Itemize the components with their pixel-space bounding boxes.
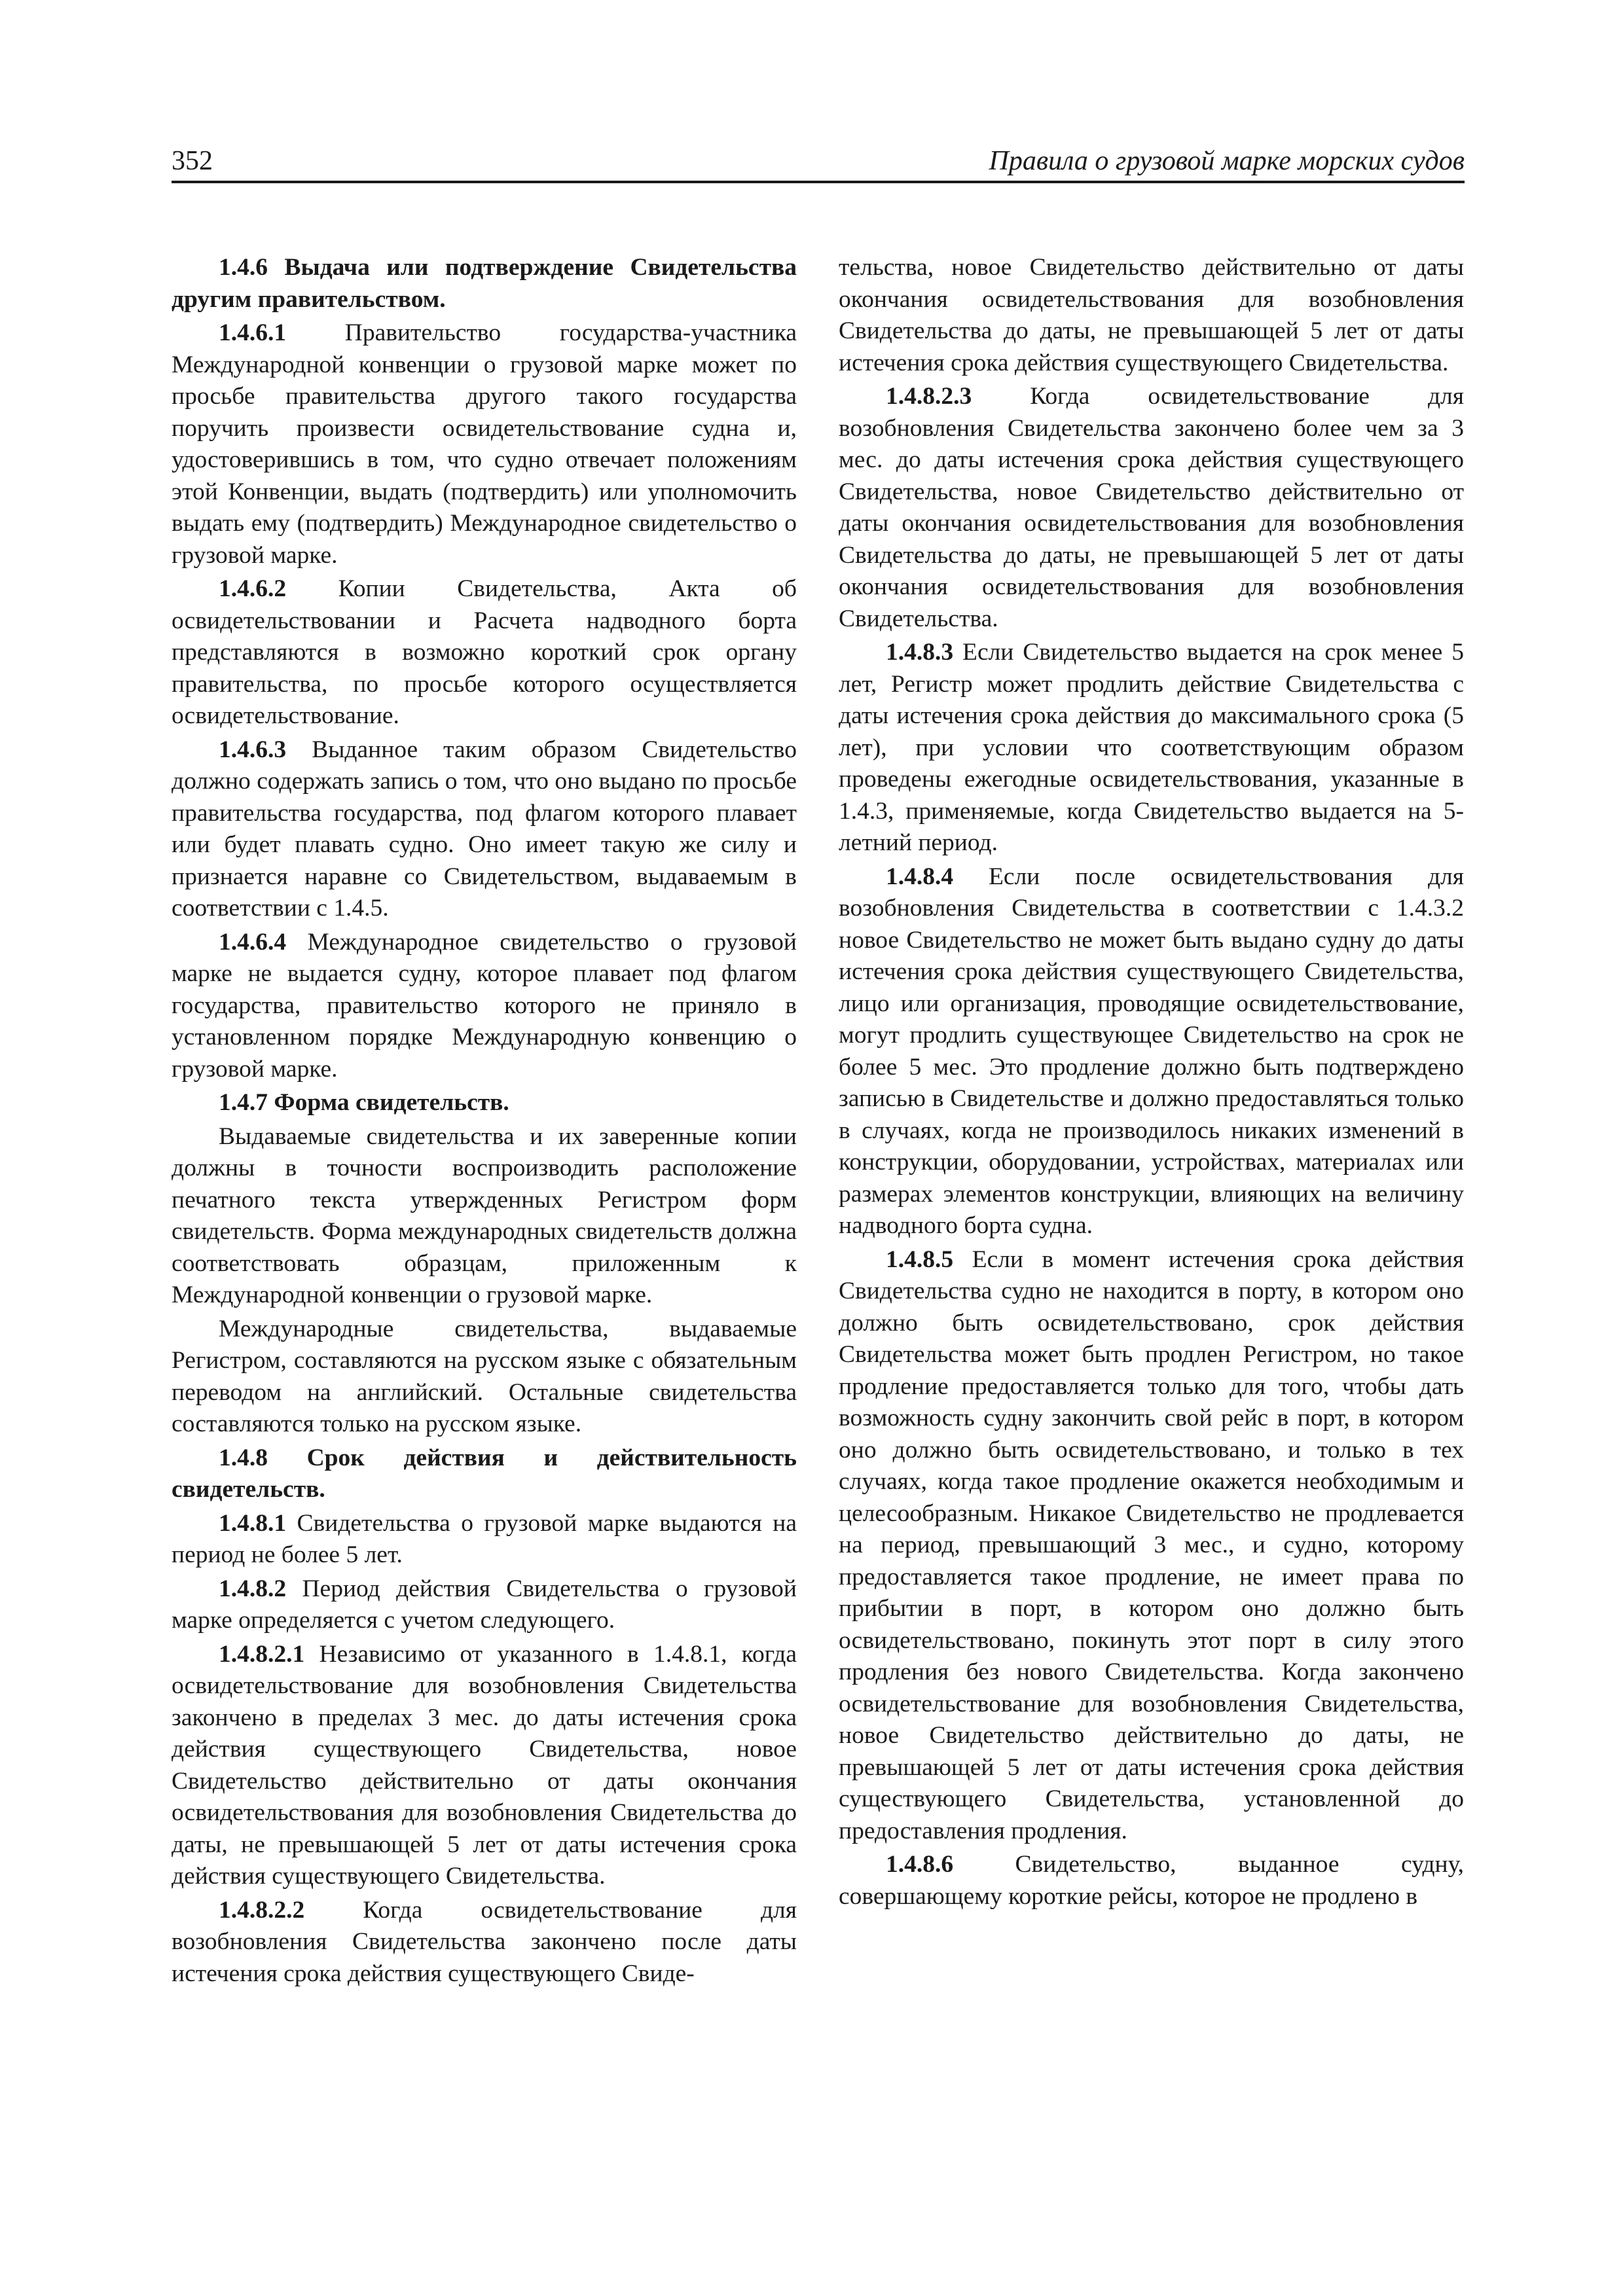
paragraph-text: Если в момент истечения срока действия Свидетельства судно не находится в порту, в котором оно должно быть освидетельствовано, срок действия Свидетельства может быть продлен Регистром, но такое продление предоставляется только для того, чтобы дать возможность судну закончить свой рейс в порт, в котором оно должно быть освидетельствовано, и только в тех случаях, когда такое продление окажется необходимым и целесообразным. Никакое Свидетельство не продлевается на период, превышающий 3 мес., и судно, которому предоставляется такое продление, не имеет права по прибытии в порт, в котором оно должно быть освидетельствовано, покинуть этот порт в силу этого продления без нового Свидетельства. Когда закончено освидетельствование для возобновления Свидетельства, новое Свидетельство действительно до даты, не превышающей 5 лет от даты истечения срока действия существующего Свидетельства, установленной до предоставления продления. xyxy=(839,1246,1464,1844)
paragraph-text: Если Свидетельство выдается на срок менее 5 лет, Регистр может продлить действие Свидетельства с даты истечения срока действия до максимального срока (5 лет), при условии что соответствующим образом проведены ежегодные освидетельствования, указанные в 1.4.3, применяемые, когда Свидетельство выдается на 5-летний период. xyxy=(839,639,1464,856)
paragraph-text: Независимо от указанного в 1.4.8.1, когда освидетельствование для возобновления Свидетельства закончено в пределах 3 мес. до даты истечения срока действия существующего Свидетельства, новое Свидетельство действительно от даты окончания освидетельствования для возобновления Свидетельства до даты, не превышающей 5 лет от даты истечения срока действия существующего Свидетельства. xyxy=(172,1640,797,1890)
paragraph xyxy=(839,637,1464,859)
section-heading: 1.4.6 Выдача или подтверждение Свидетельства другим правительством. xyxy=(172,254,797,313)
paragraph xyxy=(172,1314,797,1441)
paragraph-text: Копии Свидетельства, Акта об освидетельствовании и Расчета надводного борта представляются в возможно короткий срок органу правительства, по просьбе которого осуществляется освидетельствование. xyxy=(172,575,797,729)
paragraph-text: Если после освидетельствования для возобновления Свидетельства в соответствии с 1.4.3.2 новое Свидетельство не может быть выдано судну до даты истечения срока действия существующего Свидетельства, лицо или организация, проводящие освидетельствование, могут продлить существующее Свидетельство на срок не более 5 мес. Это продление должно быть подтверждено записью в Свидетельстве и должно предоставляться только в случаях, когда не производилось никаких изменений в конструкции, оборудовании, устройствах, материалах или размерах элементов конструкции, влияющих на величину надводного борта судна. xyxy=(839,863,1464,1239)
clause-number: 1.4.8.4 xyxy=(886,863,954,890)
paragraph xyxy=(172,927,797,1086)
left-column xyxy=(172,252,797,1992)
section-heading: 1.4.8 Срок действия и действительность свидетельств. xyxy=(172,1444,797,1503)
clause-number: 1.4.8.2.1 xyxy=(219,1640,305,1668)
paragraph-text: Выданное таким образом Свидетельство должно содержать запись о том, что оно выдано по просьбе правительства государства, под флагом которого плавает или будет плавать судно. Оно имеет такую же силу и признается наравне со Свидетельством, выдаваемым в соответствии с 1.4.5. xyxy=(172,736,797,922)
paragraph-text: Период действия Свидетельства о грузовой марке определяется с учетом следующего. xyxy=(172,1575,797,1634)
clause-number: 1.4.6.2 xyxy=(219,575,287,602)
paragraph xyxy=(172,573,797,732)
paragraph xyxy=(172,734,797,925)
clause-number: 1.4.8.1 xyxy=(219,1509,287,1537)
paragraph xyxy=(172,1573,797,1637)
paragraph xyxy=(172,317,797,571)
clause-number: 1.4.6.3 xyxy=(219,736,287,763)
paragraph-text: Правительство государства-участника Международной конвенции о грузовой марке может по просьбе правительства другого такого государства поручить произвести освидетельствование судна и, удостоверившись в том, что судно отвечает положениям этой Конвенции, выдать (подтвердить) или уполномочить выдать ему (подтвердить) Международное свидетельство о грузовой марке. xyxy=(172,319,797,569)
paragraph xyxy=(172,1639,797,1893)
clause-number: 1.4.8.3 xyxy=(886,639,954,666)
paragraph xyxy=(172,1895,797,1990)
section-heading: 1.4.7 Форма свидетельств. xyxy=(219,1089,509,1116)
paragraph-text: Когда освидетельствование для возобновления Свидетельства закончено более чем за 3 мес. до даты истечения срока действия существующего Свидетельства, новое Свидетельство действительно от даты окончания освидетельствования для возобновления Свидетельства до даты, не превышающей 5 лет от даты окончания освидетельствования для возобновления Свидетельства. xyxy=(839,383,1464,632)
clause-number: 1.4.6.1 xyxy=(219,319,287,346)
paragraph-text: Международное свидетельство о грузовой марке не выдается судну, которое плавает под флагом государства, правительство которого не приняло в установленном порядке Международную конвенцию о грузовой марке. xyxy=(172,928,797,1083)
paragraph xyxy=(172,1508,797,1571)
clause-number: 1.4.8.2.2 xyxy=(219,1896,305,1924)
clause-number: 1.4.8.2 xyxy=(219,1575,287,1602)
clause-number: 1.4.6.4 xyxy=(219,928,287,956)
running-title: Правила о грузовой марке морских судов xyxy=(989,146,1465,176)
header-rule xyxy=(172,181,1465,183)
paragraph-text: Свидетельство, выданное судну, совершающему короткие рейсы, которое не продлено в xyxy=(839,1851,1464,1910)
paragraph-text: Когда освидетельствование для возобновления Свидетельства закончено после даты истечения срока действия существующего Свиде- xyxy=(172,1896,797,1987)
paragraph xyxy=(839,861,1464,1242)
page-header xyxy=(172,143,1465,182)
paragraph xyxy=(839,1244,1464,1848)
paragraph-text: Свидетельства о грузовой марке выдаются на период не более 5 лет. xyxy=(172,1509,797,1568)
paragraph-text: тельства, новое Свидетельство действительно от даты окончания освидетельствования для возобновления Свидетельства до даты, не превышающей 5 лет от даты истечения срока действия существующего Свидетельства. xyxy=(839,254,1464,376)
right-column xyxy=(839,252,1464,1914)
paragraph xyxy=(172,1121,797,1312)
paragraph-text: Выдаваемые свидетельства и их заверенные копии должны в точности воспроизводить расположение печатного текста утвержденных Регистром форм свидетельств. Форма международных свидетельств должна соответствовать образцам, приложенным к Международной конвенции о грузовой марке. xyxy=(172,1122,797,1308)
paragraph xyxy=(839,381,1464,635)
clause-number: 1.4.8.5 xyxy=(886,1246,954,1273)
page-number: 352 xyxy=(172,146,213,176)
paragraph xyxy=(839,1849,1464,1912)
paragraph-text: Международные свидетельства, выдаваемые Регистром, составляются на русском языке с обязательным переводом на английский. Остальные свидетельства составляются только на русском языке. xyxy=(172,1315,797,1437)
paragraph-continuation xyxy=(839,252,1464,379)
clause-number: 1.4.8.6 xyxy=(886,1851,954,1878)
clause-number: 1.4.8.2.3 xyxy=(886,383,972,410)
